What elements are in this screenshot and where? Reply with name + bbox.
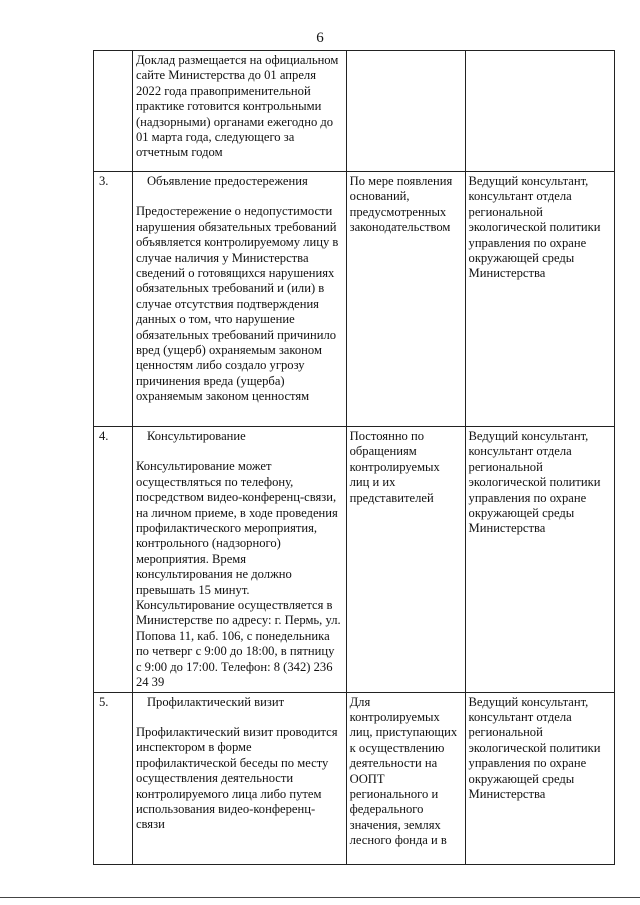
responsible-cell: Ведущий консультант, консультант отдела региональной экологической политики управления по охране окружающей среды Министерства xyxy=(465,692,614,864)
responsible-cell: Ведущий консультант, консультант отдела региональной экологической политики управления по охране окружающей среды Министерства xyxy=(465,427,614,693)
term-cell xyxy=(346,51,465,172)
row-number xyxy=(94,51,133,172)
row-number: 4. xyxy=(94,427,133,693)
responsible-cell xyxy=(465,51,614,172)
responsible-cell: Ведущий консультант, консультант отдела региональной экологической политики управления по охране окружающей среды Министерства xyxy=(465,172,614,427)
measure-description: Консультирование может осуществляться по телефону, посредством видео-конференц-связи, на личном приеме, в ходе проведения профилактического мероприятия, контрольного (надзорного) мероприятия. Время консультирования не должно превышать 15 минут. Консультирование осуществляется в Министерстве по адресу: г. Пермь, ул. Попова 11, каб. 106, с понедельника по четверг с 9:00 до 18:00, в пятницу с 9:00 до 17:00. Телефон: 8 (342) 236 24 39 xyxy=(135,459,341,690)
row-number: 3. xyxy=(94,172,133,427)
measure-description: Доклад размещается на официальном сайте Министерства до 01 апреля 2022 года правоприменительной практике готовится контрольными (надзорными) органами ежегодно до 01 марта года, следующего за отчетным годом xyxy=(135,53,339,160)
page-bottom-divider xyxy=(0,897,640,898)
measure-title: Консультирование xyxy=(146,429,246,443)
table-row xyxy=(94,51,615,172)
row-number: 5. xyxy=(94,692,133,864)
measure-description: Предостережение о недопустимости нарушения обязательных требований объявляется контролируемому лицу в случае наличия у Министерства сведений о готовящихся нарушениях обязательных требований и (или) в случае отсутствия подтверждения данных о том, что нарушение обязательных требований причинило вред (ущерб) охраняемым законом ценностям либо создало угрозу причинения вреда (ущерба) охраняемым законом ценностям xyxy=(135,204,339,404)
measure-cell xyxy=(132,172,346,427)
measure-cell xyxy=(132,427,346,693)
table-row xyxy=(94,427,615,693)
table-row xyxy=(94,172,615,427)
measure-description: Профилактический визит проводится инспектором в форме профилактической беседы по месту осуществления деятельности контролируемого лица либо путем использования видео-конференц-связи xyxy=(135,724,338,832)
term-cell: Постоянно по обращениям контролируемых лиц и их представителей xyxy=(346,427,465,693)
measure-cell xyxy=(132,692,346,864)
measure-title: Объявление предостережения xyxy=(146,174,308,188)
term-cell: По мере появления оснований, предусмотренных законодательством xyxy=(346,172,465,427)
term-cell: Для контролируемых лиц, приступающих к осуществлению деятельности на ООПТ регионального и федерального значения, землях лесного фонда и в xyxy=(346,692,465,864)
page-number: 6 xyxy=(316,30,324,46)
table-row xyxy=(94,692,615,864)
measures-table xyxy=(93,50,615,865)
measure-title: Профилактический визит xyxy=(146,694,285,709)
measure-cell xyxy=(132,51,346,172)
